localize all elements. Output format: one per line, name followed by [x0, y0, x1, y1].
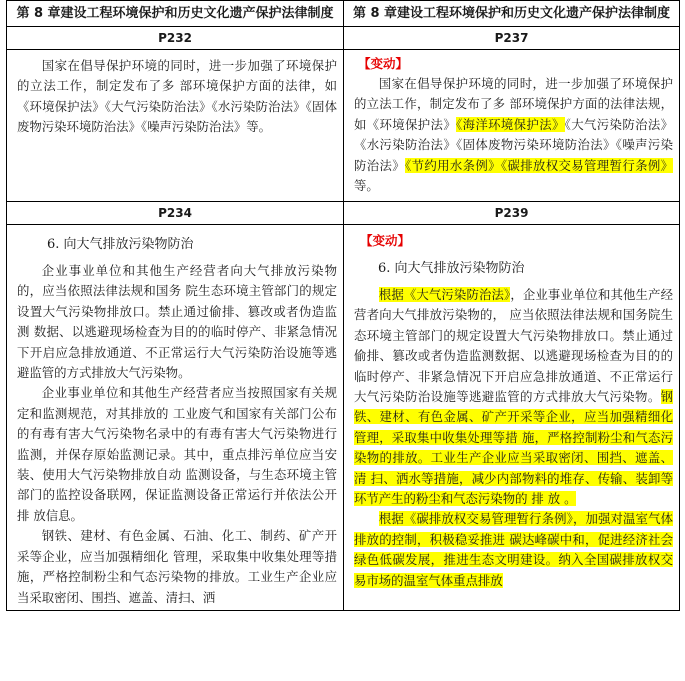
right-page-number: P237 — [344, 27, 680, 50]
right-chapter-title: 第 8 章建设工程环境保护和历史文化遗产保护法律制度 — [344, 1, 680, 27]
right-page-number: P239 — [344, 202, 680, 225]
highlight-carbon-trading: 根据《碳排放权交易管理暂行条例》，加强对温室气体排放的控制，积极稳妥推进 碳达峰碳中和，促进经济社会绿色低碳发展，推进生态文明建设。纳入全国碳排放权交 易市场的温室气体重点排放 — [354, 511, 673, 588]
highlight-air-law-ref: 根据《大气污染防治法》 — [378, 287, 511, 302]
content-row-1 — [7, 50, 680, 202]
left-section-heading: 6. 向大气排放污染物防治 — [47, 237, 194, 252]
right-text-a: 国家在倡导保护环境的同时，进一步加强了环境保护的立法工作，制定发布了多 部环境保护方面的法律法规，如《环境保护法》 — [354, 76, 673, 132]
right-text-c: 等。 — [354, 178, 379, 194]
right-paragraph-1 — [354, 285, 673, 509]
left-cell-1 — [7, 50, 344, 202]
left-page-number: P232 — [7, 27, 344, 50]
right-section-heading: 6. 向大气排放污染物防治 — [378, 261, 525, 276]
left-paragraph-3: 钢铁、建材、有色金属、石油、化工、制药、矿产开采等企业，应当加强精细化 管理，采取集中收集处理等措施，严格控制粉尘和气态污染物的排放。工业生产企业应 当采取密闭、围挡、遮盖、清扫、洒 — [17, 528, 337, 605]
content-row-2 — [7, 225, 680, 611]
change-label: 【变动】 — [360, 233, 411, 248]
highlight-marine-law: 《海洋环境保护法》 — [456, 116, 565, 132]
left-paragraph-1: 企业事业单位和其他生产经营者向大气排放污染物的，应当依照法律法规和国务 院生态环境主管部门的规定设置大气污染物排放口。禁止通过偷排、篡改或者伪造监测 数据、以逃避现场检查为目的的临时停产、非紧急情况下开启应急排放通道、不正常运行大气污染防治设施等逃避监管的方式排放大气污染物。 — [17, 263, 337, 381]
highlight-new-regulations: 《节约用水条例》《碳排放权交易管理暂行条例》 — [405, 157, 673, 173]
page-row-1 — [7, 27, 680, 50]
header-row — [7, 1, 680, 27]
right-cell-2 — [344, 225, 680, 611]
highlight-industry-measures: 钢铁、建材、有色金属、矿产开采等企业，应当加强精细化管理，采取集中收集处理等措 施，严格控制粉尘和气态污染物的排放。工业生产企业应当采取密闭、围挡、遮盖、清 扫、洒水等措施，减少内部物料的堆存、传输、装卸等环节产生的粉尘和气态污染物的 排 放 。 — [354, 389, 673, 507]
left-paragraph: 国家在倡导保护环境的同时，进一步加强了环境保护的立法工作，制定发布了多 部环境保护方面的法律，如《环境保护法》《大气污染防治法》《水污染防治法》《固体废物污染环境防治法》《噪声污染防治法》等。 — [17, 58, 337, 135]
left-cell-2 — [7, 225, 344, 611]
right-paragraph-2 — [354, 509, 673, 591]
left-page-number: P234 — [7, 202, 344, 225]
comparison-table — [6, 0, 680, 611]
right-text-b: 《大气污染防治法》《水污染防治法》《固体废物污染环境防治法》《噪声污染防治法》 — [354, 116, 673, 173]
left-paragraph-2: 企业事业单位和其他生产经营者应当按照国家有关规定和监测规范，对其排放的 工业废气和国家有关部门公布的有毒有害大气污染物名录中的有毒有害大气污染物进行 监测，并保存原始监测记录。其中，重点排污单位应当安装、使用大气污染物排放自动 监测设备，与生态环境主管部门的监控设备联网，保证监测设备正常运行并依法公开排 放信息。 — [17, 385, 337, 523]
change-label: 【变动】 — [358, 56, 409, 71]
left-chapter-title: 第 8 章建设工程环境保护和历史文化遗产保护法律制度 — [7, 1, 344, 27]
right-cell-1 — [344, 50, 680, 202]
right-paragraph — [354, 74, 673, 196]
page-row-2 — [7, 202, 680, 225]
right-text-p1: ，企业事业单位和其他生产经营者向大气排放污染物的， 应当依照法律法规和国务院生态环境主管部门的规定设置大气污染物排放口。禁止通过 偷排、篡改或者伪造监测数据、以逃避现场检查为目的的临时停产、非紧急情况下开启应急排放通道、不正常运行大气污染防治设施等逃避监管的方式排放大气污染物。 — [354, 287, 673, 405]
